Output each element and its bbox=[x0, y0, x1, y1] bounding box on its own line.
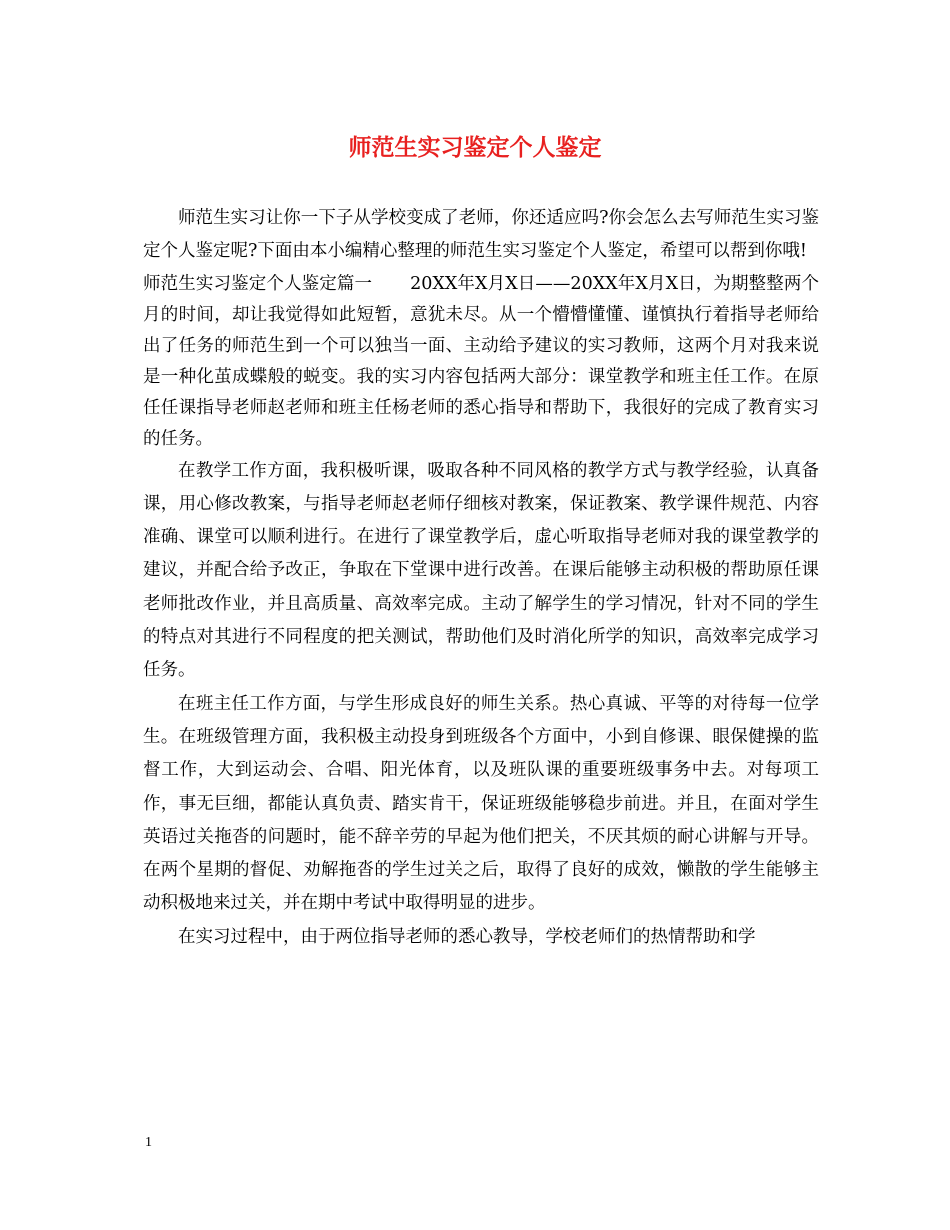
section-heading: 师范生实习鉴定个人鉴定篇一 bbox=[143, 273, 373, 294]
section-block bbox=[143, 269, 819, 455]
paragraph-2: 在教学工作方面，我积极听课，吸取各种不同风格的教学方式与教学经验，认真备课，用心修改教案，与指导老师赵老师仔细核对教案，保证教案、教学课件规范、内容准确、课堂可以顺利进行。在进行了课堂教学后，虚心听取指导老师对我的课堂教学的建议，并配合给予改正，争取在下堂课中进行改善。在课后能够主动积极的帮助原任课老师批改作业，并且高质量、高效率完成。主动了解学生的学习情况，针对不同的学生的特点对其进行不同程度的把关测试，帮助他们及时消化所学的知识，高效率完成学习任务。 bbox=[143, 460, 819, 681]
intro-paragraph: 师范生实习让你一下子从学校变成了老师，你还适应吗?你会怎么去写师范生实习鉴定个人鉴定呢?下面由本小编精心整理的师范生实习鉴定个人鉴定，希望可以帮到你哦! bbox=[143, 208, 819, 262]
paragraph-1: 20XX年X月X日——20XX年X月X日，为期整整两个月的时间，却让我觉得如此短暂，意犹未尽。从一个懵懵懂懂、谨慎执行着指导老师给出了任务的师范生到一个可以独当一面、主动给予建议的实习教师，这两个月对我来说是一种化茧成蝶般的蜕变。我的实习内容包括两大部分：课堂教学和班主任工作。在原任任课指导老师赵老师和班主任杨老师的悉心指导和帮助下，我很好的完成了教育实习的任务。 bbox=[143, 273, 820, 449]
page-number: 1 bbox=[145, 1135, 152, 1150]
document-title: 师范生实习鉴定个人鉴定 bbox=[348, 134, 602, 161]
document-body bbox=[143, 202, 819, 954]
paragraph-3: 在班主任工作方面，与学生形成良好的师生关系。热心真诚、平等的对待每一位学生。在班级管理方面，我积极主动投身到班级各个方面中，小到自修课、眼保健操的监督工作，大到运动会、合唱、阳光体育，以及班队课的重要班级事务中去。对每项工作，事无巨细，都能认真负责、踏实肯干，保证班级能够稳步前进。并且，在面对学生英语过关拖沓的问题时，能不辞辛劳的早起为他们把关，不厌其烦的耐心讲解与开导。在两个星期的督促、劝解拖沓的学生过关之后，取得了良好的成效，懒散的学生能够主动积极地来过关，并在期中考试中取得明显的进步。 bbox=[143, 693, 819, 914]
paragraph-4: 在实习过程中，由于两位指导老师的悉心教导，学校老师们的热情帮助和学 bbox=[178, 926, 756, 947]
